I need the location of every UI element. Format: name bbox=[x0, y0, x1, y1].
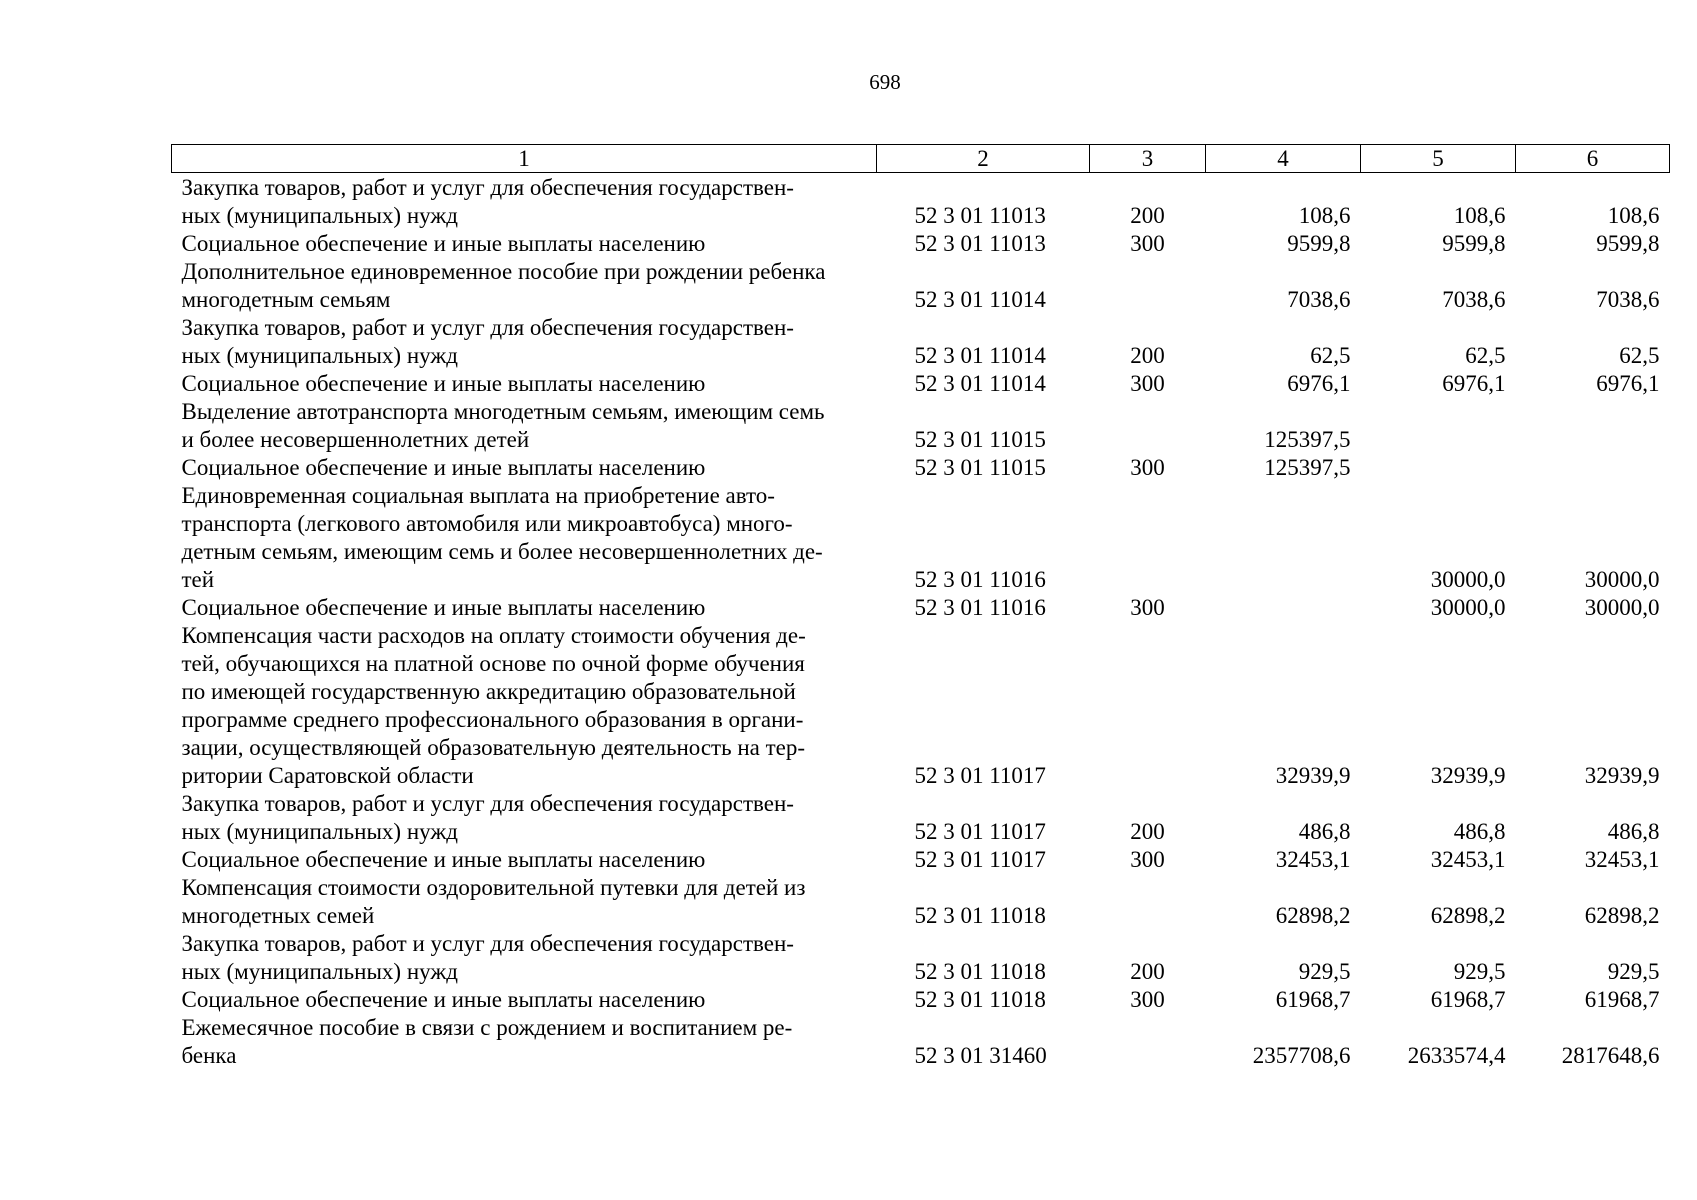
row-value-4: 7038,6 bbox=[1287, 287, 1351, 312]
row-value-4: 2357708,6 bbox=[1252, 1043, 1351, 1068]
row-value-5: 32939,9 bbox=[1430, 763, 1506, 788]
row-value-5: 30000,0 bbox=[1430, 595, 1506, 620]
row-value-4: 32453,1 bbox=[1275, 847, 1351, 872]
row-name: Социальное обеспечение и иные выплаты населению bbox=[181, 595, 706, 620]
row-code: 52 3 01 31460 bbox=[914, 1043, 1047, 1068]
row-name: Закупка товаров, работ и услуг для обеспечения государствен- ных (муниципальных) нужд bbox=[181, 791, 794, 844]
column-header-6: 6 bbox=[1516, 145, 1670, 173]
row-value-4 bbox=[1206, 594, 1361, 622]
row-name: Выделение автотранспорта многодетным семьям, имеющим семь и более несовершеннолетних детей bbox=[181, 399, 825, 452]
row-value-6: 929,5 bbox=[1607, 959, 1660, 984]
row-value-4: 125397,5 bbox=[1264, 455, 1351, 480]
row-value-6: 62898,2 bbox=[1584, 903, 1660, 928]
column-header-1: 1 bbox=[172, 145, 877, 173]
row-value-6: 6976,1 bbox=[1596, 371, 1660, 396]
header-row bbox=[172, 145, 1670, 173]
row-code: 52 3 01 11016 bbox=[914, 567, 1046, 592]
row-value-5: 61968,7 bbox=[1430, 987, 1506, 1012]
row-value-6: 61968,7 bbox=[1584, 987, 1660, 1012]
row-code: 52 3 01 11015 bbox=[914, 427, 1046, 452]
row-code: 52 3 01 11018 bbox=[914, 987, 1046, 1012]
row-name: Социальное обеспечение и иные выплаты населению bbox=[181, 987, 706, 1012]
row-type bbox=[1090, 482, 1206, 594]
row-name: Ежемесячное пособие в связи с рождением и воспитанием ре- бенка bbox=[181, 1015, 793, 1068]
table-row bbox=[172, 790, 1670, 846]
row-value-5: 7038,6 bbox=[1442, 287, 1506, 312]
row-value-6: 7038,6 bbox=[1596, 287, 1660, 312]
row-type: 300 bbox=[1130, 847, 1165, 872]
table-row bbox=[172, 370, 1670, 398]
row-type: 200 bbox=[1130, 959, 1165, 984]
row-code: 52 3 01 11017 bbox=[914, 819, 1046, 844]
column-header-2: 2 bbox=[877, 145, 1090, 173]
table-row bbox=[172, 622, 1670, 790]
row-code: 52 3 01 11017 bbox=[914, 763, 1046, 788]
row-name: Закупка товаров, работ и услуг для обеспечения государствен- ных (муниципальных) нужд bbox=[181, 175, 794, 228]
row-code: 52 3 01 11018 bbox=[914, 903, 1046, 928]
row-value-4: 32939,9 bbox=[1275, 763, 1351, 788]
row-name: Компенсация части расходов на оплату стоимости обучения де- тей, обучающихся на платной основе по очной форме обучения по имеющей государственную аккредитацию образовательной программе среднего профессионального образования в органи- зации, осуществляющей образовательную деятельность на тер- ритории Саратовской области bbox=[181, 623, 806, 788]
table-row bbox=[172, 482, 1670, 594]
row-value-5: 108,6 bbox=[1453, 203, 1506, 228]
row-value-6: 486,8 bbox=[1607, 819, 1660, 844]
row-value-5 bbox=[1361, 454, 1516, 482]
column-header-4: 4 bbox=[1206, 145, 1361, 173]
row-code: 52 3 01 11013 bbox=[914, 231, 1046, 256]
row-value-6: 9599,8 bbox=[1596, 231, 1660, 256]
row-value-4: 108,6 bbox=[1298, 203, 1351, 228]
row-name: Закупка товаров, работ и услуг для обеспечения государствен- ных (муниципальных) нужд bbox=[181, 931, 794, 984]
row-value-4: 62,5 bbox=[1310, 343, 1351, 368]
row-value-6 bbox=[1516, 398, 1670, 454]
row-code: 52 3 01 11015 bbox=[914, 455, 1046, 480]
row-value-4: 929,5 bbox=[1298, 959, 1351, 984]
row-value-6: 32453,1 bbox=[1584, 847, 1660, 872]
row-type bbox=[1090, 1014, 1206, 1070]
row-name: Социальное обеспечение и иные выплаты населению bbox=[181, 371, 706, 396]
row-value-4: 486,8 bbox=[1298, 819, 1351, 844]
row-code: 52 3 01 11014 bbox=[914, 343, 1046, 368]
row-value-5: 929,5 bbox=[1453, 959, 1506, 984]
row-type: 300 bbox=[1130, 987, 1165, 1012]
row-value-6: 32939,9 bbox=[1584, 763, 1660, 788]
row-value-4: 62898,2 bbox=[1275, 903, 1351, 928]
row-value-5: 9599,8 bbox=[1442, 231, 1506, 256]
table-row bbox=[172, 846, 1670, 874]
row-value-4: 6976,1 bbox=[1287, 371, 1351, 396]
table-row bbox=[172, 930, 1670, 986]
row-value-5: 62,5 bbox=[1465, 343, 1506, 368]
row-type bbox=[1090, 622, 1206, 790]
row-value-4 bbox=[1206, 482, 1361, 594]
row-name: Компенсация стоимости оздоровительной путевки для детей из многодетных семей bbox=[181, 875, 806, 928]
row-type: 200 bbox=[1130, 819, 1165, 844]
table-row bbox=[172, 258, 1670, 314]
table-row bbox=[172, 594, 1670, 622]
row-value-5: 2633574,4 bbox=[1407, 1043, 1506, 1068]
row-value-5: 486,8 bbox=[1453, 819, 1506, 844]
table-row bbox=[172, 1014, 1670, 1070]
table-row bbox=[172, 173, 1670, 231]
row-value-5: 6976,1 bbox=[1442, 371, 1506, 396]
row-value-5: 32453,1 bbox=[1430, 847, 1506, 872]
row-code: 52 3 01 11017 bbox=[914, 847, 1046, 872]
budget-table bbox=[171, 144, 1670, 1070]
table-row bbox=[172, 454, 1670, 482]
row-value-5 bbox=[1361, 398, 1516, 454]
row-value-4: 61968,7 bbox=[1275, 987, 1351, 1012]
row-value-6 bbox=[1516, 454, 1670, 482]
row-value-4: 9599,8 bbox=[1287, 231, 1351, 256]
row-value-5: 30000,0 bbox=[1430, 567, 1506, 592]
row-name: Закупка товаров, работ и услуг для обеспечения государствен- ных (муниципальных) нужд bbox=[181, 315, 794, 368]
table-row bbox=[172, 230, 1670, 258]
row-value-4: 125397,5 bbox=[1264, 427, 1351, 452]
row-name: Дополнительное единовременное пособие при рождении ребенка многодетным семьям bbox=[181, 259, 826, 312]
row-type bbox=[1090, 874, 1206, 930]
row-name: Социальное обеспечение и иные выплаты населению bbox=[181, 455, 706, 480]
row-type: 300 bbox=[1130, 455, 1165, 480]
table-body bbox=[172, 173, 1670, 1071]
row-type: 300 bbox=[1130, 595, 1165, 620]
row-name: Единовременная социальная выплата на приобретение авто- транспорта (легкового автомобиля или микроавтобуса) много- детным семьям, имеющим семь и более несовершеннолетних де- тей bbox=[181, 483, 823, 592]
row-value-6: 30000,0 bbox=[1584, 567, 1660, 592]
row-value-6: 108,6 bbox=[1607, 203, 1660, 228]
row-type bbox=[1090, 258, 1206, 314]
row-type: 300 bbox=[1130, 371, 1165, 396]
column-header-5: 5 bbox=[1361, 145, 1516, 173]
table-row bbox=[172, 874, 1670, 930]
row-code: 52 3 01 11018 bbox=[914, 959, 1046, 984]
row-code: 52 3 01 11014 bbox=[914, 371, 1046, 396]
row-type bbox=[1090, 398, 1206, 454]
row-value-6: 62,5 bbox=[1619, 343, 1660, 368]
row-type: 300 bbox=[1130, 231, 1165, 256]
table-row bbox=[172, 314, 1670, 370]
row-type: 200 bbox=[1130, 203, 1165, 228]
row-value-6: 2817648,6 bbox=[1561, 1043, 1660, 1068]
page-number: 698 bbox=[869, 70, 901, 94]
row-type: 200 bbox=[1130, 343, 1165, 368]
table-row bbox=[172, 398, 1670, 454]
row-value-6: 30000,0 bbox=[1584, 595, 1660, 620]
row-code: 52 3 01 11013 bbox=[914, 203, 1046, 228]
row-value-5: 62898,2 bbox=[1430, 903, 1506, 928]
row-code: 52 3 01 11014 bbox=[914, 287, 1046, 312]
table-row bbox=[172, 986, 1670, 1014]
row-name: Социальное обеспечение и иные выплаты населению bbox=[181, 847, 706, 872]
column-header-3: 3 bbox=[1090, 145, 1206, 173]
row-name: Социальное обеспечение и иные выплаты населению bbox=[181, 231, 706, 256]
row-code: 52 3 01 11016 bbox=[914, 595, 1046, 620]
